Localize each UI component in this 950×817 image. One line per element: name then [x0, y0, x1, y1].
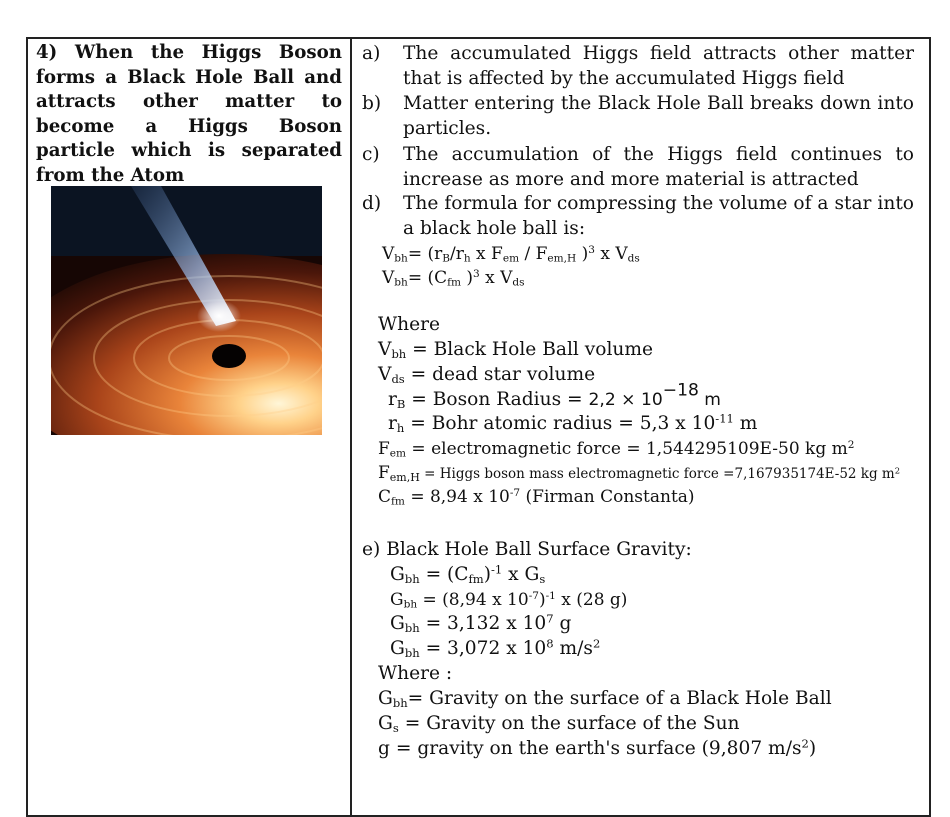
item-label: a) — [362, 43, 381, 64]
column-divider — [350, 39, 352, 815]
list-item-b — [362, 91, 914, 141]
item-text: The formula for compressing the volume of a star into a black hole ball is: — [403, 193, 914, 239]
item-text: Matter entering the Black Hole Ball breaks down into particles. — [403, 93, 914, 139]
black-hole-illustration — [51, 186, 322, 435]
list-item-c — [362, 142, 914, 192]
item-text: The accumulation of the Higgs field continues to increase as more and more material is attracted — [403, 144, 914, 190]
def-fem: $F_{em}$ = electromagnetic force = 1,544295109E-50 kg $m^2$ — [378, 439, 855, 460]
where-label-2: Where : — [378, 663, 453, 684]
heading-number: 4) — [36, 42, 58, 63]
item-label: c) — [362, 144, 380, 165]
where-label-1: Where — [378, 314, 440, 335]
gravity-line-3: $G_{bh} = 3,132$ x $10^7$ g — [390, 611, 572, 635]
gravity-line-2: $G_{bh} = (8,94$ x $10^{-7})^{-1}$ x (28 g) — [390, 590, 628, 611]
section-heading — [36, 41, 342, 188]
black-hole-image — [51, 186, 322, 435]
item-label: d) — [362, 193, 382, 214]
def-rb: $r_B$ = Boson Radius = $2,2 \times 10^{-18}$ m — [388, 380, 721, 411]
heading-text: When the Higgs Boson forms a Black Hole Ball and attracts other matter to become a Higgs Boson particle which is separated from the Atom — [36, 42, 342, 186]
item-label: b) — [362, 93, 382, 114]
def-femh: $F_{em,H}$ = Higgs boson mass electromagnetic force =7,167935174E-52 kg $m^2$ — [378, 463, 901, 484]
list-item-d — [362, 191, 914, 241]
content-table — [26, 37, 931, 817]
list-item-a — [362, 41, 914, 91]
def-g: g = gravity on the earth's surface (9,807 $m/s^2$) — [378, 736, 817, 759]
def-vbh: $V_{bh}$ = Black Hole Ball volume — [378, 339, 654, 361]
list-item-e: e) Black Hole Ball Surface Gravity: — [362, 539, 692, 560]
gravity-line-4: $G_{bh} = 3,072$ x $10^8$ $m/s^2$ — [390, 636, 601, 660]
def-cfm: $C_{fm} = 8,94$ x $10^{-7}$ (Firman Constanta) — [378, 487, 695, 508]
formula-1: $V_{bh}= (r_B/r_h$ x $F_{em} / F_{em,H}$ )$^3$ x $V_{ds}$ — [382, 244, 640, 265]
formula-2: $V_{bh}= (C_{fm}$ )$^3$ x $V_{ds}$ — [382, 268, 525, 289]
def-gs: $G_s$ = Gravity on the surface of the Sun — [378, 713, 740, 735]
item-text: The accumulated Higgs field attracts other matter that is affected by the accumulated Higgs field — [403, 43, 914, 89]
gravity-line-1: $G_{bh} = (C_{fm})^{-1}$ x $G_s$ — [390, 562, 546, 586]
def-vds: $V_{ds}$ = dead star volume — [378, 364, 596, 386]
def-rh: $r_h$ = Bohr atomic radius = 5,3 x $10^{-11}$ m — [388, 411, 758, 435]
def-gbh: $G_{bh}=$ Gravity on the surface of a Black Hole Ball — [378, 688, 832, 710]
